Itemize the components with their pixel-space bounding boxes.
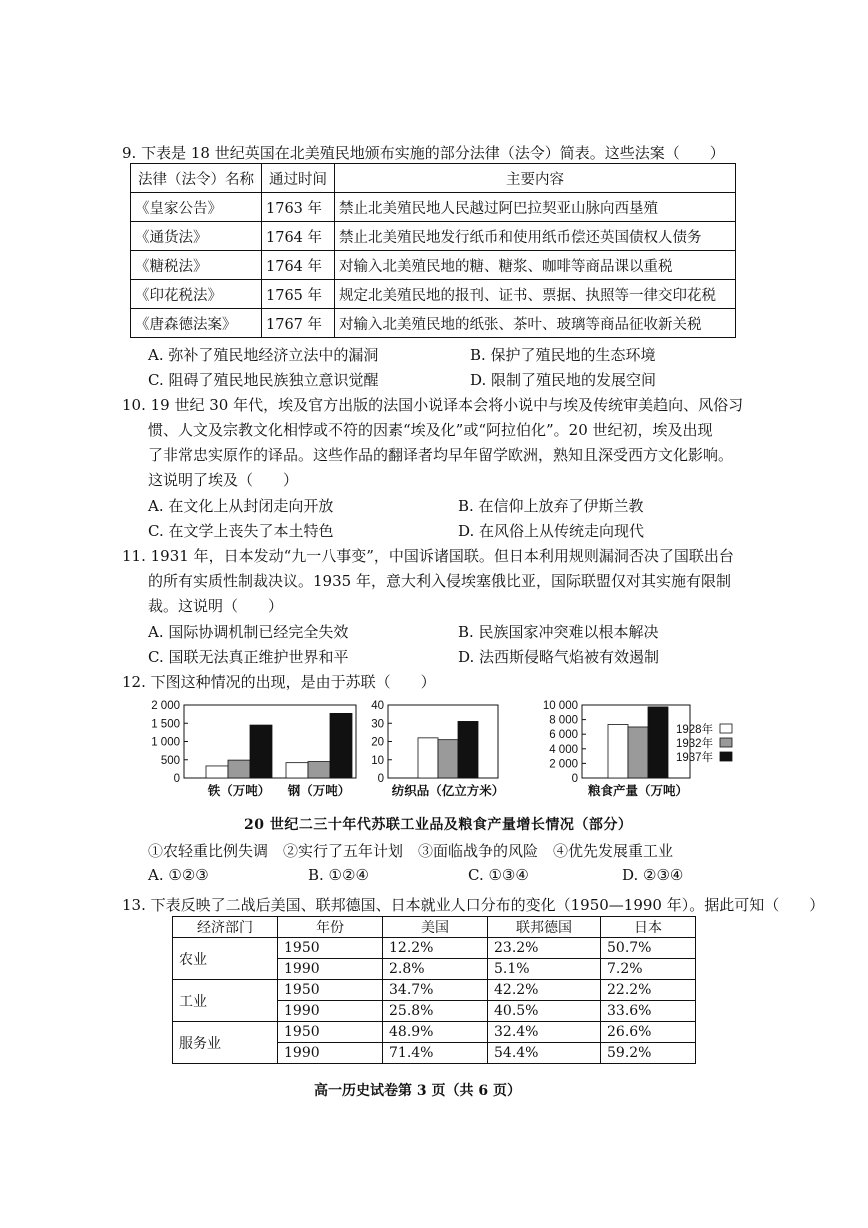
q10-line-3: 了非常忠实原作的译品。这些作品的翻译者均早年留学欧洲，熟知且深受西方文化影响。 — [148, 446, 734, 464]
usa-cell: 25.8% — [383, 1001, 488, 1022]
law-content: 对输入北美殖民地的纸张、茶叶、玻璃等商品征收新关税 — [335, 309, 736, 338]
bar-1932年 — [438, 740, 458, 778]
q11-option-b: B. 民族国家冲突难以根本解决 — [458, 623, 659, 641]
q11-option-c: C. 国联无法真正维护世界和平 — [148, 648, 349, 666]
law-name: 《皇家公告》 — [131, 193, 262, 222]
q10-option-d: D. 在风俗上从传统走向现代 — [458, 522, 645, 540]
frg-cell: 32.4% — [488, 1022, 601, 1043]
chart-svg — [120, 695, 760, 807]
legend-label: 1932年 — [676, 738, 714, 750]
law-content: 禁止北美殖民地发行纸币和使用纸币偿还英国债权人债务 — [335, 222, 736, 251]
year-cell: 1990 — [278, 1001, 383, 1022]
table-row — [131, 193, 736, 222]
bar-1937年 — [250, 725, 272, 778]
y-tick-label: 20 — [371, 736, 384, 749]
x-category-label: 钢（万吨） — [287, 784, 351, 798]
bar-1928年 — [608, 724, 628, 778]
frg-cell: 54.4% — [488, 1043, 601, 1064]
q12-statements: ①农轻重比例失调 ②实行了五年计划 ③面临战争的风险 ④优先发展重工业 — [148, 842, 674, 860]
usa-cell: 2.8% — [383, 959, 488, 980]
frg-cell: 40.5% — [488, 1001, 601, 1022]
q11-line-2: 的所有实质性制裁决议。1935 年，意大利入侵埃塞俄比亚，国际联盟仅对其实施有限制 — [148, 572, 731, 590]
y-tick-label: 10 — [371, 754, 384, 767]
q13-header-sector: 经济部门 — [173, 917, 278, 938]
q9-header-content: 主要内容 — [335, 164, 736, 193]
y-tick-label: 8 000 — [549, 714, 578, 727]
bar-1932年 — [228, 760, 250, 778]
y-tick-label: 40 — [371, 700, 384, 712]
usa-cell: 48.9% — [383, 1022, 488, 1043]
bar-1928年 — [206, 766, 228, 778]
year-cell: 1950 — [278, 938, 383, 959]
japan-cell: 59.2% — [601, 1043, 696, 1064]
q11-line-1: 11. 1931 年，日本发动“九一八事变”，中国诉诸国联。但日本利用规则漏洞否决了国联出台 — [122, 547, 734, 565]
q13-stem: 13. 下表反映了二战后美国、联邦德国、日本就业人口分布的变化（1950—1990 年）。据此可知（ ） — [122, 896, 825, 914]
law-year: 1764 年 — [262, 222, 335, 251]
law-name: 《通货法》 — [131, 222, 262, 251]
q11-option-a: A. 国际协调机制已经完全失效 — [148, 623, 349, 641]
usa-cell: 71.4% — [383, 1043, 488, 1064]
q9-header-name: 法律（法令）名称 — [131, 164, 262, 193]
year-cell: 1950 — [278, 980, 383, 1001]
usa-cell: 12.2% — [383, 938, 488, 959]
table-row — [173, 938, 696, 959]
q12-option-d: D. ②③④ — [622, 866, 684, 884]
law-year: 1763 年 — [262, 193, 335, 222]
sector-label: 服务业 — [173, 1022, 278, 1064]
x-category-label: 纺织品（亿立方米） — [391, 784, 505, 798]
soviet-production-chart — [120, 695, 760, 807]
q9-option-d: D. 限制了殖民地的发展空间 — [470, 371, 657, 389]
q13-header-year: 年份 — [278, 917, 383, 938]
page-footer: 高一历史试卷第 3 页（共 6 页） — [314, 1083, 521, 1099]
q10-option-a: A. 在文化上从封闭走向开放 — [148, 497, 334, 515]
y-tick-label: 1 500 — [151, 718, 180, 731]
table-row — [131, 251, 736, 280]
q10-option-b: B. 在信仰上放弃了伊斯兰教 — [458, 497, 644, 515]
bar-1937年 — [648, 707, 668, 778]
y-tick-label: 2 000 — [549, 758, 578, 771]
table-row — [131, 280, 736, 309]
law-year: 1765 年 — [262, 280, 335, 309]
bar-1937年 — [458, 721, 478, 778]
q12-option-b: B. ①②④ — [308, 866, 369, 884]
q12-stem: 12. 下图这种情况的出现，是由于苏联（ ） — [122, 673, 436, 691]
year-cell: 1990 — [278, 959, 383, 980]
q9-option-c: C. 阻碍了殖民地民族独立意识觉醒 — [148, 371, 379, 389]
legend-swatch — [720, 752, 732, 761]
q12-option-c: C. ①③④ — [468, 866, 529, 884]
japan-cell: 50.7% — [601, 938, 696, 959]
q13-header-usa: 美国 — [383, 917, 488, 938]
y-tick-label: 0 — [571, 773, 578, 785]
japan-cell: 33.6% — [601, 1001, 696, 1022]
law-content: 禁止北美殖民地人民越过阿巴拉契亚山脉向西垦殖 — [335, 193, 736, 222]
q9-stem: 9. 下表是 18 世纪英国在北美殖民地颁布实施的部分法律（法令）简表。这些法案（ ） — [122, 144, 725, 162]
sector-label: 工业 — [173, 980, 278, 1022]
table-row — [173, 980, 696, 1001]
law-content: 规定北美殖民地的报刊、证书、票据、执照等一律交印花税 — [335, 280, 736, 309]
law-name: 《糖税法》 — [131, 251, 262, 280]
y-tick-label: 2 000 — [151, 700, 180, 712]
table-row — [131, 222, 736, 251]
law-name: 《唐森德法案》 — [131, 309, 262, 338]
law-name: 《印花税法》 — [131, 280, 262, 309]
table-row — [173, 1022, 696, 1043]
japan-cell: 22.2% — [601, 980, 696, 1001]
japan-cell: 7.2% — [601, 959, 696, 980]
q9-option-b: B. 保护了殖民地的生态环境 — [470, 346, 656, 364]
legend-label: 1928年 — [676, 724, 714, 736]
legend-label: 1937年 — [676, 752, 714, 764]
q10-line-4: 这说明了埃及（ ） — [148, 471, 299, 489]
bar-1937年 — [330, 713, 352, 778]
q12-option-a: A. ①②③ — [148, 866, 209, 884]
legend-swatch — [720, 724, 732, 733]
q10-option-c: C. 在文学上丧失了本土特色 — [148, 522, 334, 540]
y-tick-label: 0 — [173, 773, 180, 785]
q12-chart-caption: 20 世纪二三十年代苏联工业品及粮食产量增长情况（部分） — [244, 817, 633, 833]
q13-header-japan: 日本 — [601, 917, 696, 938]
q11-line-3: 裁。这说明（ ） — [148, 597, 284, 615]
y-tick-label: 4 000 — [549, 743, 578, 756]
law-year: 1764 年 — [262, 251, 335, 280]
q11-option-d: D. 法西斯侵略气焰被有效遏制 — [458, 648, 660, 666]
bar-1928年 — [286, 763, 308, 778]
q9-option-a: A. 弥补了殖民地经济立法中的漏洞 — [148, 346, 379, 364]
q13-header-frg: 联邦德国 — [488, 917, 601, 938]
law-year: 1767 年 — [262, 309, 335, 338]
law-content: 对输入北美殖民地的糖、糖浆、咖啡等商品课以重税 — [335, 251, 736, 280]
q9-header-time: 通过时间 — [262, 164, 335, 193]
x-category-label: 粮食产量（万吨） — [587, 784, 689, 798]
y-tick-label: 30 — [371, 718, 384, 731]
frg-cell: 5.1% — [488, 959, 601, 980]
sector-label: 农业 — [173, 938, 278, 980]
q10-line-2: 惯、人文及宗教文化相悖或不符的因素“埃及化”或“阿拉伯化”。20 世纪初，埃及出现 — [148, 421, 713, 439]
y-tick-label: 6 000 — [549, 729, 578, 742]
japan-cell: 26.6% — [601, 1022, 696, 1043]
q9-table — [130, 163, 736, 338]
y-tick-label: 0 — [377, 773, 384, 785]
y-tick-label: 10 000 — [542, 700, 578, 712]
legend-swatch — [720, 738, 732, 747]
year-cell: 1990 — [278, 1043, 383, 1064]
usa-cell: 34.7% — [383, 980, 488, 1001]
y-tick-label: 1 000 — [151, 736, 180, 749]
year-cell: 1950 — [278, 1022, 383, 1043]
bar-1928年 — [418, 738, 438, 778]
table-row — [131, 309, 736, 338]
frg-cell: 42.2% — [488, 980, 601, 1001]
q10-line-1: 10. 19 世纪 30 年代，埃及官方出版的法国小说译本会将小说中与埃及传统审美趋向、风俗习 — [122, 396, 744, 414]
bar-1932年 — [628, 727, 648, 778]
bar-1932年 — [308, 762, 330, 778]
frg-cell: 23.2% — [488, 938, 601, 959]
y-tick-label: 500 — [160, 754, 180, 767]
x-category-label: 铁（万吨） — [207, 784, 271, 798]
q13-table — [172, 916, 696, 1064]
